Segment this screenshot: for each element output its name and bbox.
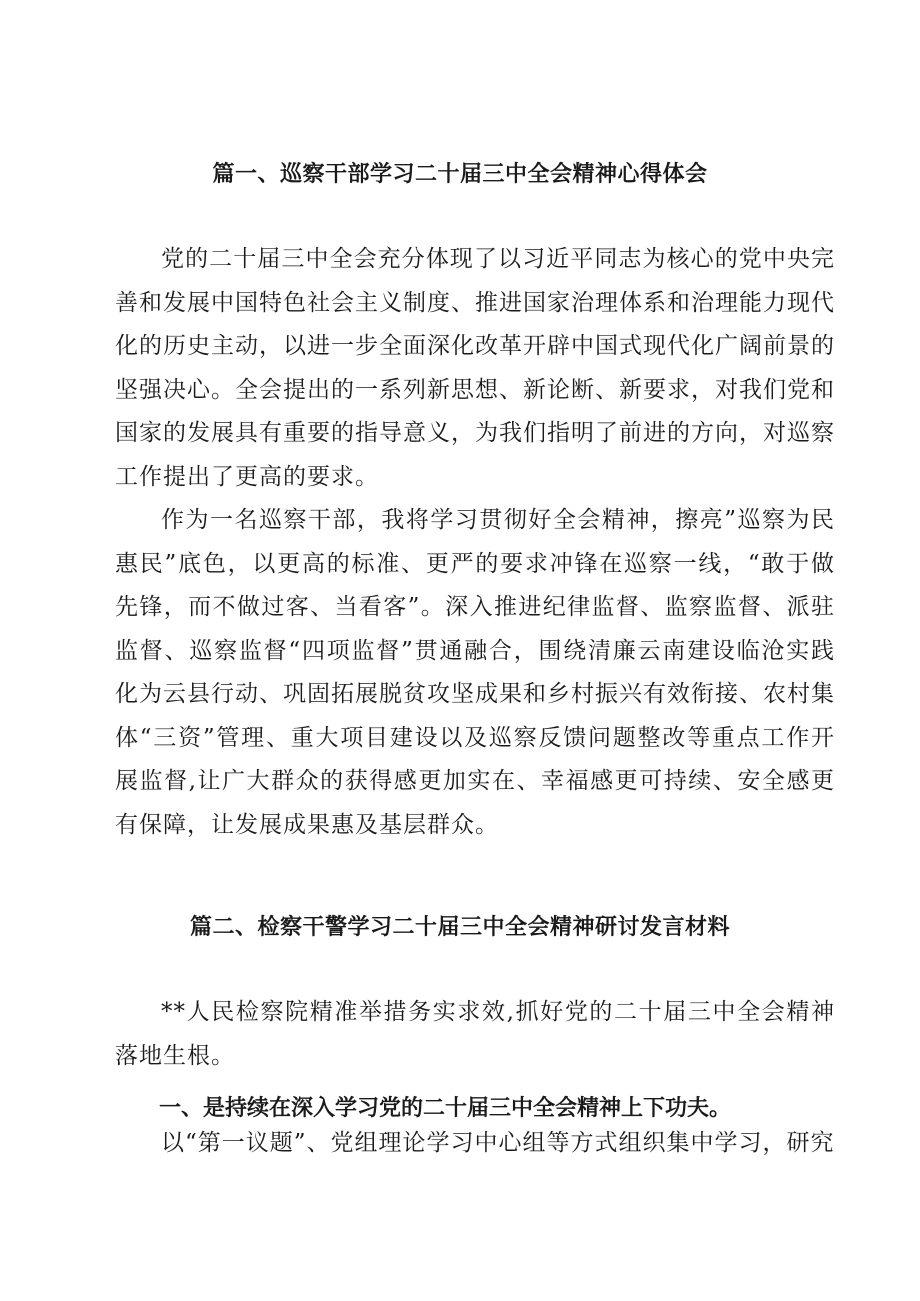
section-1-paragraph-1: 党的二十届三中全会充分体现了以习近平同志为核心的党中央完善和发展中国特色社会主义制度、推进国家治理体系和治理能力现代化的历史主动，以进一步全面深化改革开辟中国式现代化广阔前景的坚强决心。全会提出的一系列新思想、新论断、新要求，对我们党和国家的发展具有重要的指导意义，为我们指明了前进的方向，对巡察工作提出了更高的要求。 [115,246,835,490]
section-2-intro: **人民检察院精准举措务实求效,抓好党的二十届三中全会精神落地生根。 [115,999,835,1069]
section-1-title: 篇一、巡察干部学习二十届三中全会精神心得体会 [212,162,708,187]
section-1-paragraph-2: 作为一名巡察干部，我将学习贯彻好全会精神，擦亮”巡察为民惠民”底色，以更高的标准、更严的要求冲锋在巡察一线，“敢于做先锋，而不做过客、当看客”。深入推进纪律监督、监察监督、派驻监督、巡察监督“四项监督”贯通融合，围绕清廉云南建设临沧实践化为云县行动、巩固拓展脱贫攻坚成果和乡村振兴有效衔接、农村集体“三资”管理、重大项目建设以及巡察反馈问题整改等重点工作开展监督,让广大群众的获得感更加实在、幸福感更可持续、安全感更有保障，让发展成果惠及基层群众。 [115,507,835,838]
section-2-title: 篇二、检察干警学习二十届三中全会精神研讨发言材料 [189,915,730,940]
section-2-paragraph-1: 以“第一议题”、党组理论学习中心组等方式组织集中学习，研究 [161,1130,835,1156]
section-2-subheading: 一、是持续在深入学习党的二十届三中全会精神上下功夫。 [159,1096,732,1121]
